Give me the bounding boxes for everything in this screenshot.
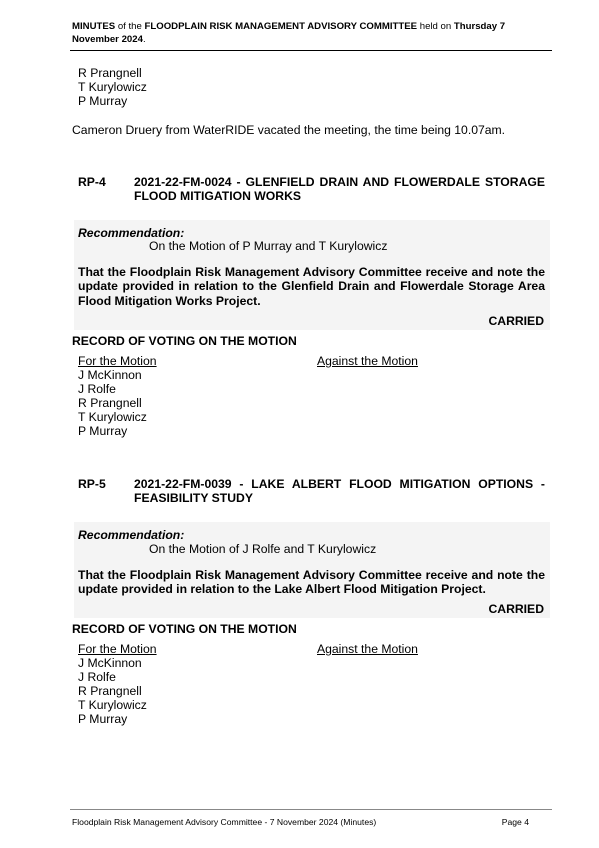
top-list-item: P Murray xyxy=(78,94,128,108)
top-list-item: R Prangnell xyxy=(78,66,142,80)
top-list-item: T Kurylowicz xyxy=(78,80,147,94)
voter-name: J Rolfe xyxy=(78,670,116,684)
against-motion-label: Against the Motion xyxy=(317,642,418,656)
resolution-text: That the Floodplain Risk Management Advisory Committee receive and note the update provided in relation to the Glenfield Drain and Flowerdale Storage Area Flood Mitigation Works Project. xyxy=(78,265,545,308)
item-number: RP-5 xyxy=(78,477,106,491)
header-divider xyxy=(70,50,552,51)
voter-name: J Rolfe xyxy=(78,382,116,396)
voter-name: T Kurylowicz xyxy=(78,698,147,712)
voting-record-heading: RECORD OF VOTING ON THE MOTION xyxy=(72,622,297,636)
header-minutes: MINUTES xyxy=(72,21,116,32)
motion-mover-text: On the Motion of J Rolfe and T Kurylowicz xyxy=(149,542,377,556)
header-text-of: of the xyxy=(115,21,145,32)
vacated-note: Cameron Druery from WaterRIDE vacated the meeting, the time being 10.07am. xyxy=(72,123,506,137)
resolution-text: That the Floodplain Risk Management Advisory Committee receive and note the update provided in relation to the Lake Albert Flood Mitigation Project. xyxy=(78,568,545,597)
voting-record-heading: RECORD OF VOTING ON THE MOTION xyxy=(72,334,297,348)
header-committee: FLOODPLAIN RISK MANAGEMENT ADVISORY COMMITTEE xyxy=(144,21,418,32)
voter-name: J McKinnon xyxy=(78,656,142,670)
header-period: . xyxy=(142,34,146,45)
recommendation-label: Recommendation: xyxy=(78,528,185,542)
motion-mover-text: On the Motion of P Murray and T Kurylowicz xyxy=(149,239,388,253)
page-header xyxy=(72,20,552,46)
voter-name: P Murray xyxy=(78,712,128,726)
recommendation-label: Recommendation: xyxy=(78,226,185,240)
against-motion-label: Against the Motion xyxy=(317,354,418,368)
carried-label: CARRIED xyxy=(488,602,544,616)
voter-name: J McKinnon xyxy=(78,368,142,382)
voter-name: T Kurylowicz xyxy=(78,410,147,424)
for-motion-label: For the Motion xyxy=(78,354,157,368)
header-text-held: held on xyxy=(417,21,454,32)
item-title: 2021-22-FM-0024 - GLENFIELD DRAIN AND FLOWERDALE STORAGE FLOOD MITIGATION WORKS xyxy=(134,175,545,203)
voter-name: P Murray xyxy=(78,424,128,438)
footer-divider xyxy=(70,809,552,810)
carried-label: CARRIED xyxy=(488,314,544,328)
footer-title: Floodplain Risk Management Advisory Committee - 7 November 2024 (Minutes) xyxy=(72,817,377,827)
item-number: RP-4 xyxy=(78,175,106,189)
header-date: Thursday 7 November 2024 xyxy=(72,21,506,45)
voter-name: R Prangnell xyxy=(78,396,142,410)
voter-name: R Prangnell xyxy=(78,684,142,698)
page-number: Page 4 xyxy=(501,817,529,827)
for-motion-label: For the Motion xyxy=(78,642,157,656)
item-title: 2021-22-FM-0039 - LAKE ALBERT FLOOD MITIGATION OPTIONS - FEASIBILITY STUDY xyxy=(134,477,545,505)
